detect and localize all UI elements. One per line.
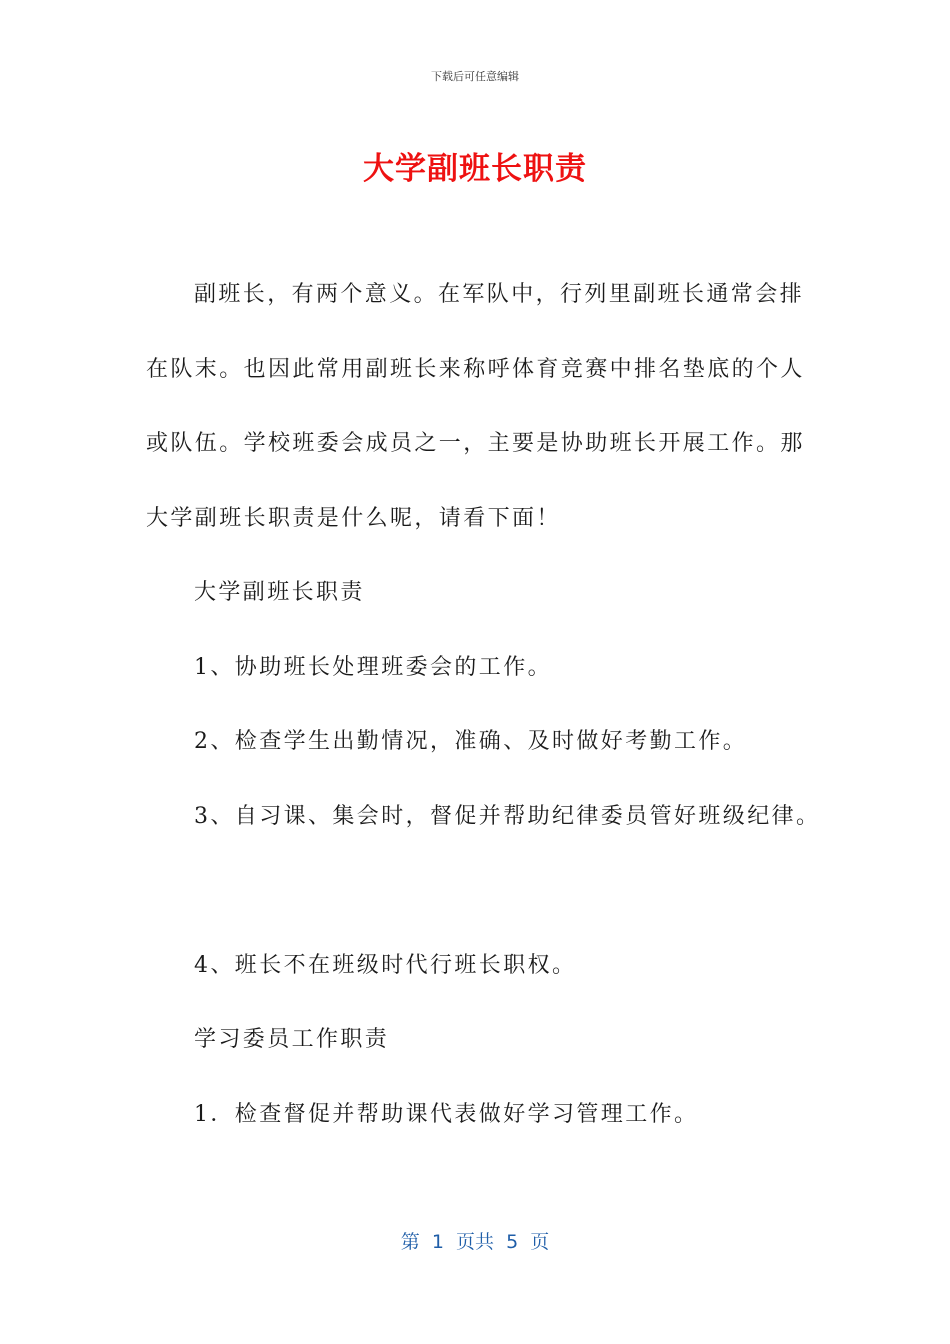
list-item: 3、自习课、集会时，督促并帮助纪律委员管好班级纪律。 bbox=[194, 804, 821, 829]
intro-line: 在队末。也因此常用副班长来称呼体育竞赛中排名垫底的个人 bbox=[146, 357, 805, 382]
intro-line: 副班长，有两个意义。在军队中，行列里副班长通常会排 bbox=[194, 282, 805, 307]
document-title: 大学副班长职责 bbox=[363, 151, 587, 187]
page-footer: 第 1 页共 5 页 bbox=[400, 1231, 550, 1253]
list-item: 2、检查学生出勤情况，准确、及时做好考勤工作。 bbox=[194, 729, 748, 754]
list-item: 1、协助班长处理班委会的工作。 bbox=[194, 655, 552, 680]
list-item: 4、班长不在班级时代行班长职权。 bbox=[194, 953, 577, 978]
intro-line: 或队伍。学校班委会成员之一，主要是协助班长开展工作。那 bbox=[146, 431, 805, 456]
intro-line: 大学副班长职责是什么呢，请看下面！ bbox=[146, 506, 561, 531]
header-note: 下载后可任意编辑 bbox=[431, 70, 519, 83]
section-heading: 学习委员工作职责 bbox=[194, 1027, 390, 1052]
section-heading: 大学副班长职责 bbox=[194, 580, 365, 605]
list-item: 1．检查督促并帮助课代表做好学习管理工作。 bbox=[194, 1102, 699, 1127]
